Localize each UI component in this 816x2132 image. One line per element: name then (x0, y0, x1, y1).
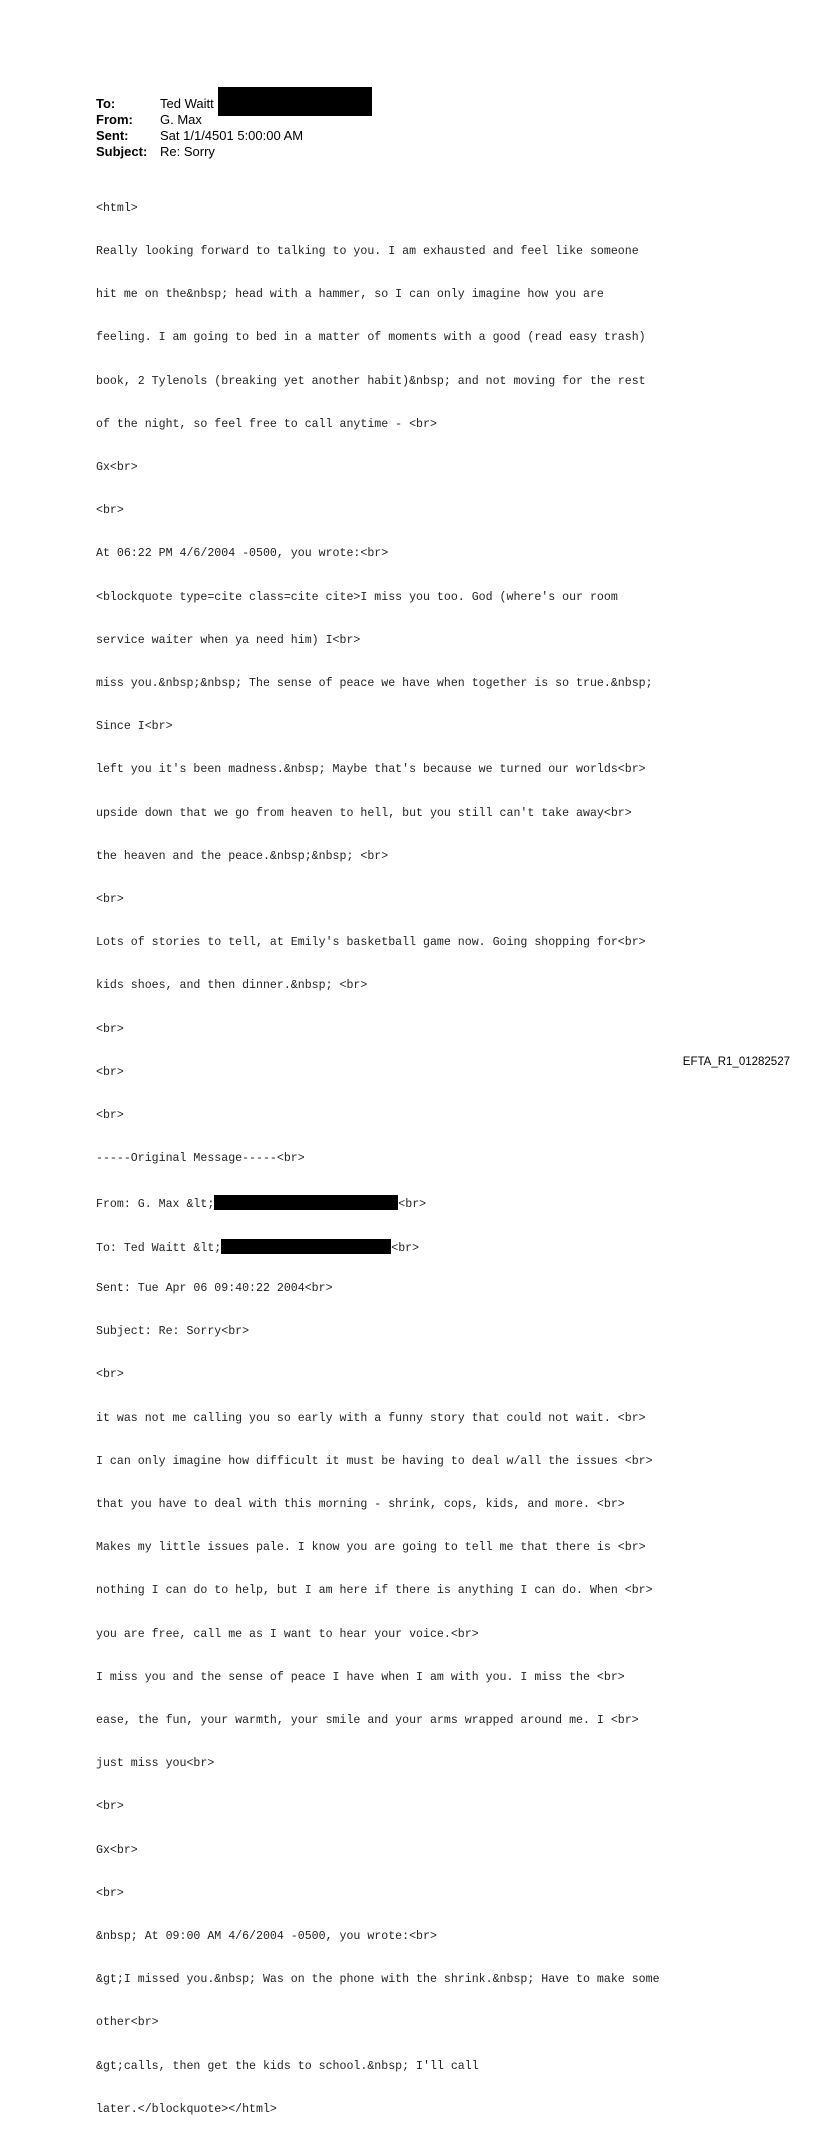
body-line: ease, the fun, your warmth, your smile and your arms wrapped around me. I <br> (96, 1713, 639, 1727)
subject-row (96, 144, 303, 160)
from-value: G. Max (160, 112, 202, 127)
to-prefix: To: Ted Waitt &lt; (96, 1241, 222, 1255)
body-line: book, 2 Tylenols (breaking yet another habit)&nbsp; and not moving for the rest (96, 374, 646, 388)
from-prefix: From: G. Max &lt; (96, 1198, 215, 1212)
body-line: of the night, so feel free to call anytime - <br> (96, 417, 437, 431)
body-line: -----Original Message-----<br> (96, 1152, 305, 1166)
redaction-bar (214, 1195, 398, 1210)
sent-value: Sat 1/1/4501 5:00:00 AM (160, 128, 304, 143)
redaction-bar (221, 1239, 391, 1254)
subject-label: Subject: (96, 144, 148, 159)
body-line: kids shoes, and then dinner.&nbsp; <br> (96, 979, 368, 993)
body-line: <br> (96, 1800, 124, 1814)
body-line: &gt;I missed you.&nbsp; Was on the phone with the shrink.&nbsp; Have to make some (96, 1973, 660, 1987)
body-line: <br> (96, 1109, 124, 1123)
redaction-bar (218, 87, 372, 116)
body-line: <br> (96, 504, 124, 518)
body-line: left you it's been madness.&nbsp; Maybe that's because we turned our worlds<br> (96, 763, 646, 777)
body-line: that you have to deal with this morning - shrink, cops, kids, and more. <br> (96, 1497, 625, 1511)
body-line-from (96, 1195, 796, 1212)
to-value: Ted Waitt (160, 96, 214, 111)
body-line: Gx<br> (96, 1843, 138, 1857)
body-line: &gt;calls, then get the kids to school.&nbsp; I'll call (96, 2059, 479, 2073)
body-line: <br> (96, 1886, 124, 1900)
body-line: <blockquote type=cite class=cite cite>I miss you too. God (where's our room (96, 590, 618, 604)
body-line: <br> (96, 1368, 124, 1382)
body-line: Lots of stories to tell, at Emily's basketball game now. Going shopping for<br> (96, 936, 646, 950)
body-line: Sent: Tue Apr 06 09:40:22 2004<br> (96, 1281, 333, 1295)
body-line: service waiter when ya need him) I<br> (96, 633, 361, 647)
body-line: nothing I can do to help, but I am here if there is anything I can do. When <br> (96, 1584, 653, 1598)
email-body (96, 173, 796, 2132)
body-line: hit me on the&nbsp; head with a hammer, so I can only imagine how you are (96, 288, 604, 302)
body-line-to (96, 1239, 796, 1253)
body-line: upside down that we go from heaven to hell, but you still can't take away<br> (96, 806, 632, 820)
body-line: <br> (96, 893, 124, 907)
body-line: &nbsp; At 09:00 AM 4/6/2004 -0500, you wrote:<br> (96, 1929, 437, 1943)
sent-label: Sent: (96, 128, 129, 143)
from-label: From: (96, 112, 133, 127)
body-line: miss you.&nbsp;&nbsp; The sense of peace we have when together is so true.&nbsp; (96, 677, 653, 691)
body-line: <br> (96, 1065, 124, 1079)
body-line: you are free, call me as I want to hear your voice.<br> (96, 1627, 479, 1641)
body-line: At 06:22 PM 4/6/2004 -0500, you wrote:<br> (96, 547, 389, 561)
body-line: later.</blockquote></html> (96, 2102, 277, 2116)
body-line: Since I<br> (96, 720, 173, 734)
body-line: Gx<br> (96, 461, 138, 475)
to-label: To: (96, 96, 116, 111)
body-line: Makes my little issues pale. I know you are going to tell me that there is <br> (96, 1541, 646, 1555)
subject-value: Re: Sorry (160, 144, 215, 159)
sent-row (96, 128, 303, 144)
body-line: <html> (96, 201, 138, 215)
body-line: other<br> (96, 2016, 159, 2030)
body-line: I can only imagine how difficult it must be having to deal w/all the issues <br> (96, 1454, 653, 1468)
from-suffix: <br> (398, 1198, 427, 1212)
body-line: feeling. I am going to bed in a matter of moments with a good (read easy trash) (96, 331, 646, 345)
body-line: I miss you and the sense of peace I have when I am with you. I miss the <br> (96, 1670, 625, 1684)
to-suffix: <br> (391, 1241, 420, 1255)
body-line: it was not me calling you so early with a funny story that could not wait. <br> (96, 1411, 646, 1425)
body-line: <br> (96, 1022, 124, 1036)
body-line: Subject: Re: Sorry<br> (96, 1325, 250, 1339)
document-id: EFTA_R1_01282527 (682, 1056, 790, 1068)
body-line: Really looking forward to talking to you. I am exhausted and feel like someone (96, 245, 639, 259)
body-line: the heaven and the peace.&nbsp;&nbsp; <br> (96, 849, 389, 863)
body-line: just miss you<br> (96, 1757, 215, 1771)
